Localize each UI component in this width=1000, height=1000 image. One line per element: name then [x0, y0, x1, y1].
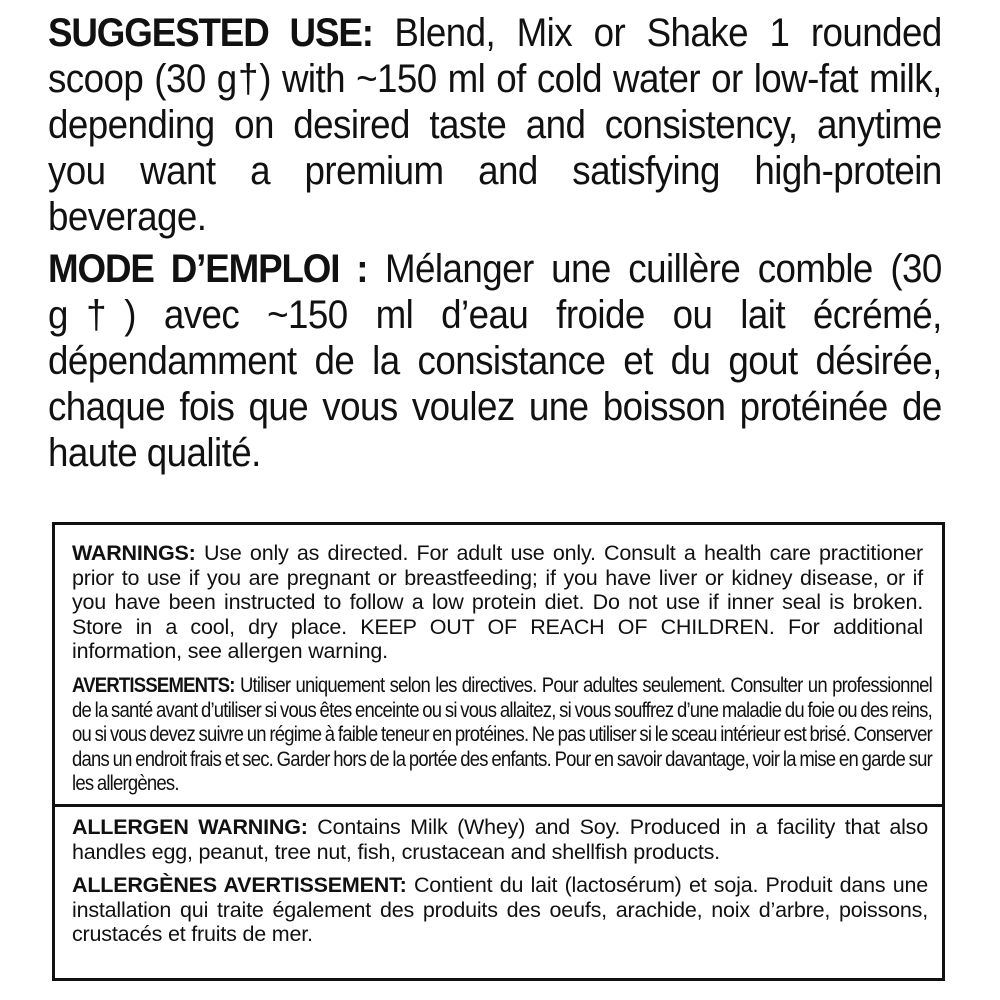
mode-emploi-label: MODE D’EMPLOI : — [48, 247, 368, 291]
allergenes-avertissement-text: Contient du lait (lactosérum) et soja. Produit dans une installation qui traite également des produits des oeufs, arachide, noix d’arbre, poissons, crustacés et fruits de mer. — [72, 873, 928, 947]
avertissements-text: Utiliser uniquement selon les directives. Pour adultes seulement. Consulter un professionnel de la santé avant d’utiliser si vous êtes enceinte ou si vous allaitez, si vous souffrez d’une maladie du foie ou des reins, ou si vous devez suivre un régime à faible teneur en protéines. Ne pas utiliser si le sceau intérieur est brisé. Conserver dans un endroit frais et sec. Garder hors de la portée des enfants. Pour en savoir davantage, voir la mise en garde sur les allergènes. — [72, 672, 932, 796]
warnings-section — [72, 541, 932, 806]
allergen-warning-text: Contains Milk (Whey) and Soy. Produced in a facility that also handles egg, peanut, tree nut, fish, crustacean and shellfish products. — [72, 815, 928, 864]
allergenes-avertissement-paragraph — [72, 873, 928, 947]
warnings-text: Use only as directed. For adult use only. Consult a health care practitioner prior to use if you are pregnant or breastfeeding; if you have liver or kidney disease, or if you have been instructed to follow a low protein diet. Do not use if inner seal is broken. Store in a cool, dry place. KEEP OUT OF REACH OF CHILDREN. For additional information, see allergen warning. — [72, 541, 923, 664]
mode-emploi-text: Mélanger une cuillère comble (30 g†) avec ~150 ml d’eau froide ou lait écrémé, dépendamment de la consistance et du gout désirée, chaque fois que vous voulez une boisson protéinée de haute qualité. — [48, 247, 942, 475]
allergen-warning-label: ALLERGEN WARNING: — [72, 815, 308, 839]
usage-instructions — [48, 10, 942, 482]
suggested-use-label: SUGGESTED USE: — [48, 11, 373, 55]
avertissements-label: AVERTISSEMENTS: — [72, 672, 235, 697]
section-divider — [55, 804, 942, 807]
mode-emploi-paragraph — [48, 246, 942, 476]
warnings-paragraph — [72, 541, 923, 664]
allergen-warning-paragraph — [72, 815, 928, 864]
allergen-section — [72, 815, 926, 956]
warnings-label: WARNINGS: — [72, 541, 196, 565]
suggested-use-text: Blend, Mix or Shake 1 rounded scoop (30 g†) with ~150 ml of cold water or low-fat milk, depending on desired taste and consistency, anytime you want a premium and satisfying high-protein beverage. — [48, 11, 942, 239]
warnings-box — [52, 522, 945, 981]
suggested-use-paragraph — [48, 10, 942, 240]
allergenes-avertissement-label: ALLERGÈNES AVERTISSEMENT: — [72, 873, 407, 898]
avertissements-paragraph — [72, 673, 932, 796]
